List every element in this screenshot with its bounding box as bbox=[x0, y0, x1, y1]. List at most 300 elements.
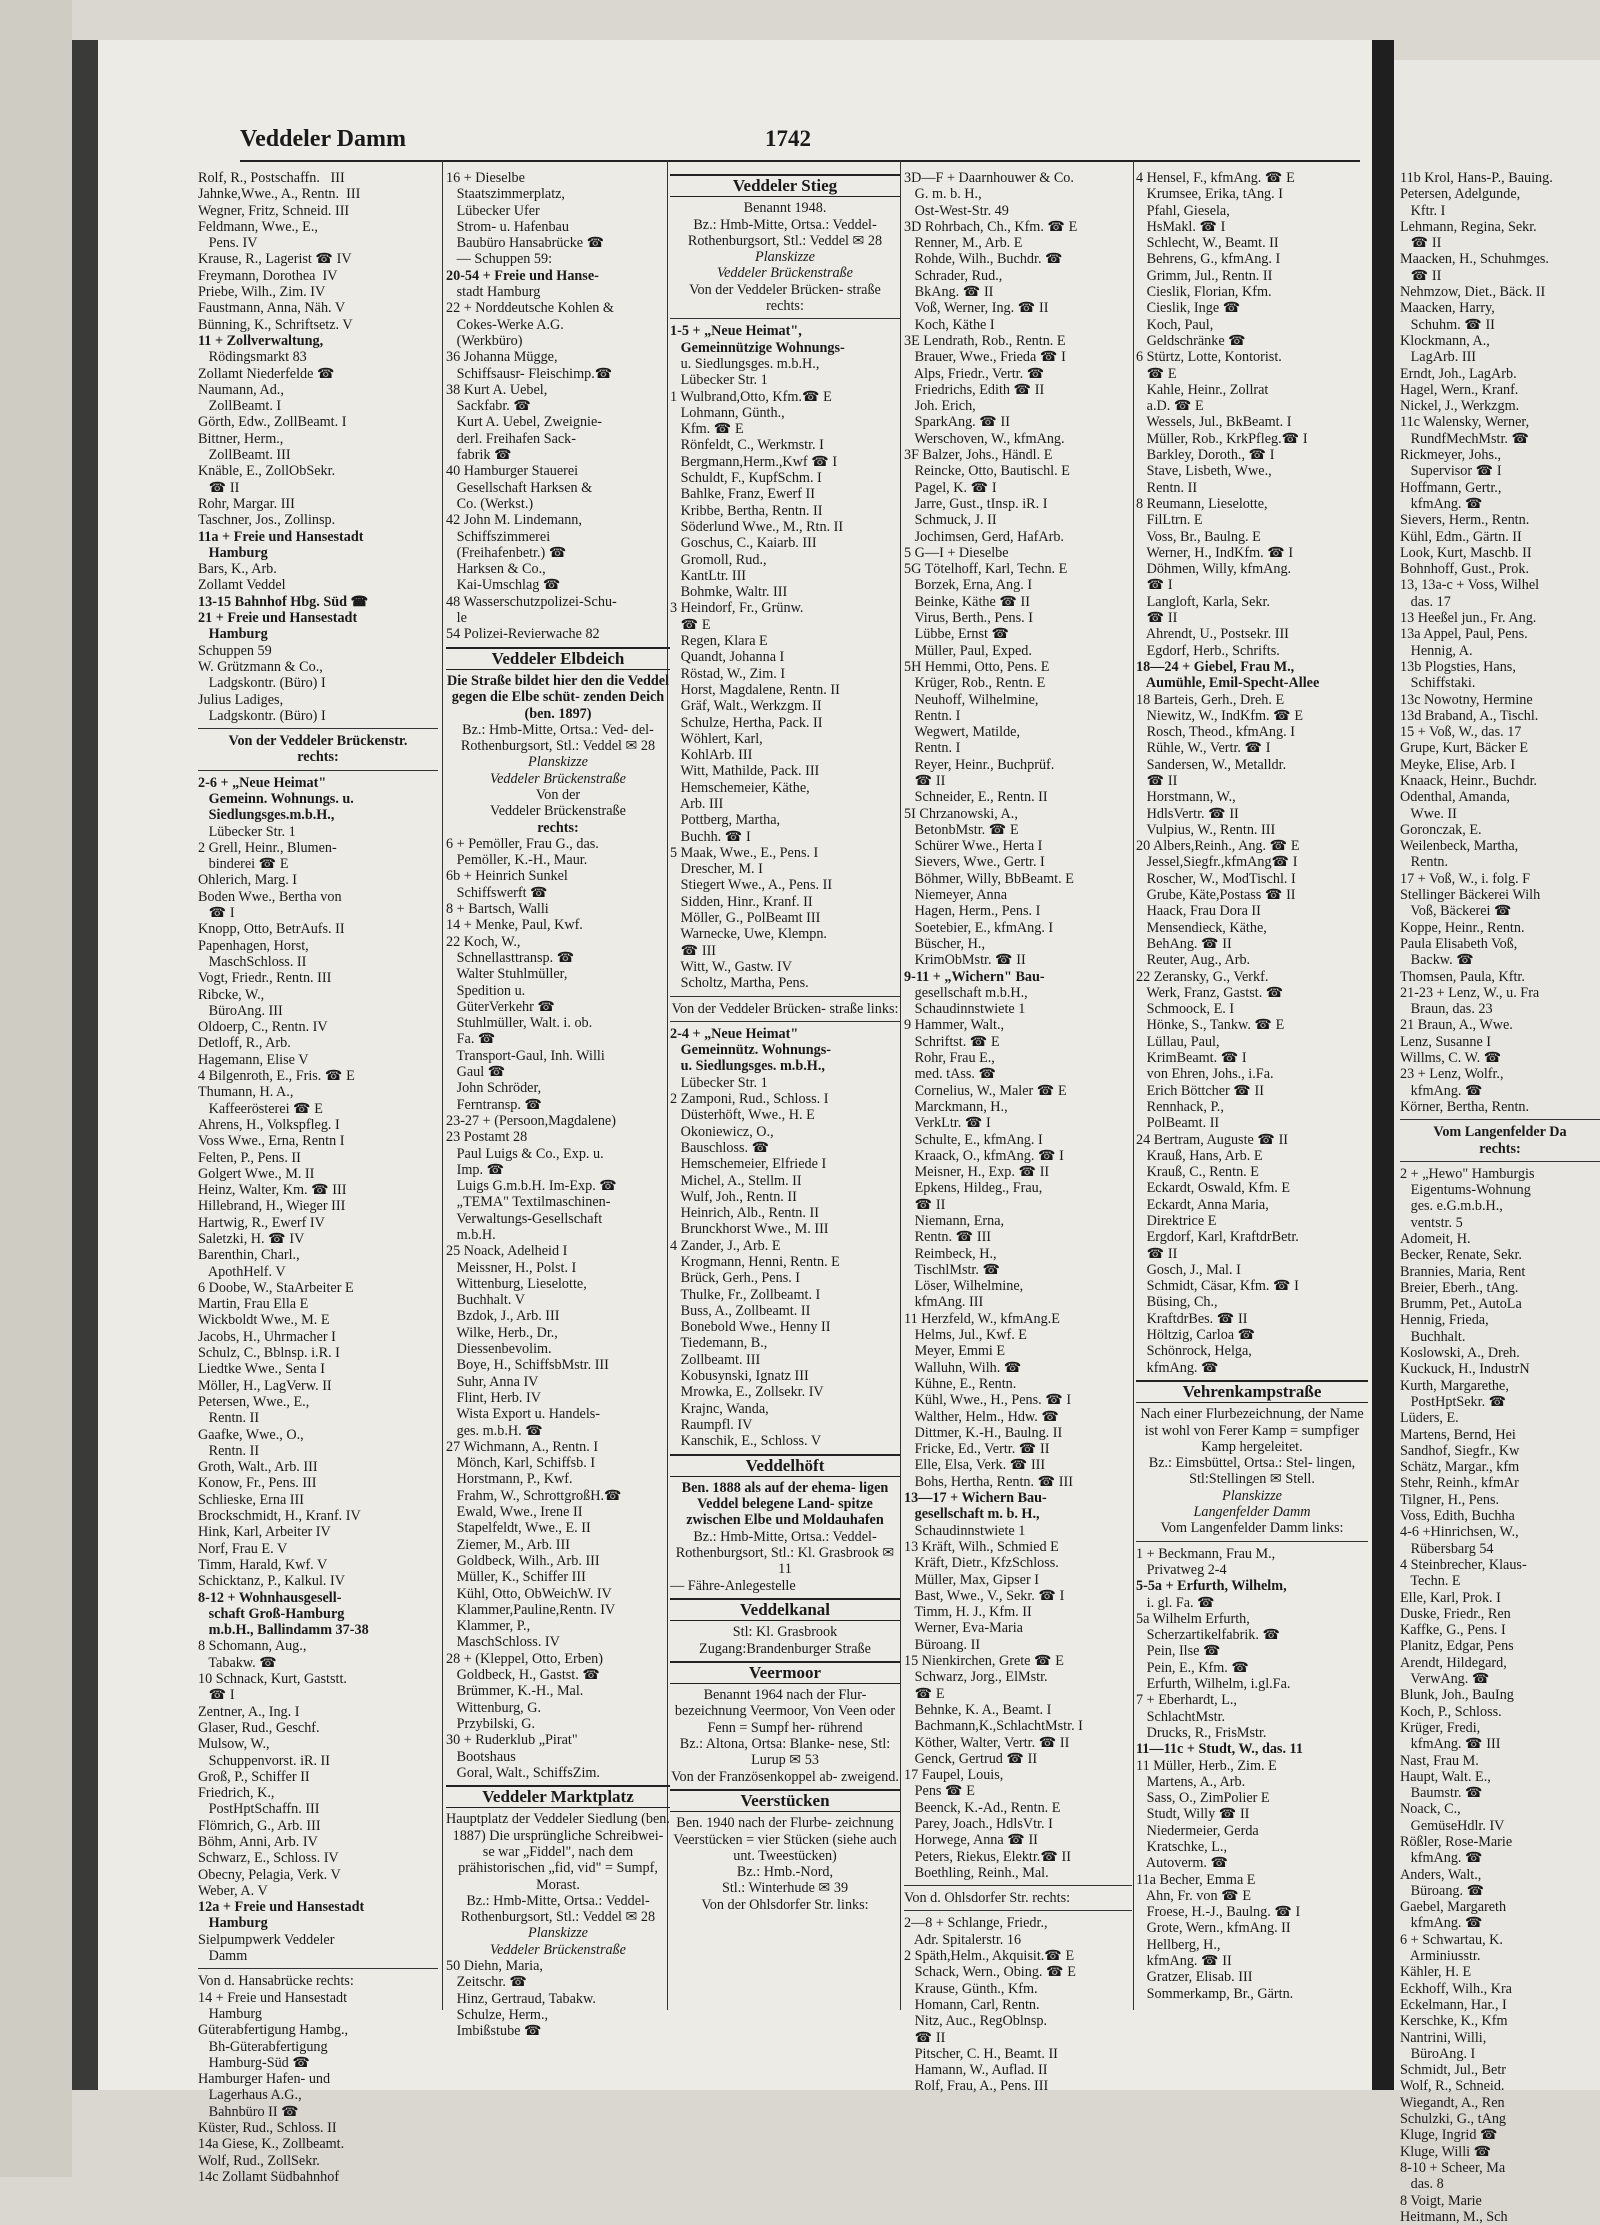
directory-entry: Heinrich, Alb., Rentn. II bbox=[670, 1205, 819, 1222]
directory-entry: Gaebel, Margareth bbox=[1400, 1899, 1507, 1916]
directory-entry: 9-11 + „Wichern" Bau- bbox=[904, 968, 1045, 985]
directory-entry: Sievers, Wwe., Gertr. I bbox=[904, 854, 1045, 871]
directory-entry: Autoverm. ☎ bbox=[1136, 1855, 1229, 1872]
directory-entry: 2—8 + Schlange, Friedr., bbox=[904, 1915, 1048, 1932]
directory-entry: 5-5a + Erfurth, Wilhelm, bbox=[1136, 1578, 1287, 1595]
directory-entry: Schätz, Margar., kfm bbox=[1400, 1459, 1520, 1476]
directory-entry: Bzdok, J., Arb. III bbox=[446, 1308, 560, 1325]
directory-column-5 bbox=[1136, 170, 1368, 2030]
directory-entry: Voss, Edith, Buchha bbox=[1400, 1508, 1515, 1525]
directory-entry: Elle, Karl, Prok. I bbox=[1400, 1589, 1501, 1606]
directory-entry: ☎ I bbox=[198, 1687, 235, 1704]
directory-entry: Cieslik, Inge ☎ bbox=[1136, 300, 1241, 317]
directory-entry: Schrader, Rud., bbox=[904, 267, 1003, 284]
directory-entry: BkAng. ☎ II bbox=[904, 284, 994, 301]
directory-entry: Rickmeyer, Johs., bbox=[1400, 447, 1502, 464]
directory-entry: Krause, R., Lagerist ☎ IV bbox=[198, 251, 352, 268]
directory-entry: 24 Bertram, Auguste ☎ II bbox=[1136, 1131, 1289, 1148]
directory-entry: Schuldt, F., KupfSchm. I bbox=[670, 470, 822, 487]
directory-entry: Langenfelder Damm bbox=[1193, 1504, 1311, 1521]
directory-entry: Ewald, Wwe., Irene II bbox=[446, 1504, 583, 1521]
directory-entry: Lübecker Ufer bbox=[446, 202, 540, 219]
directory-entry: Langloft, Karla, Sekr. bbox=[1136, 593, 1270, 610]
directory-entry: — Fähre-Anlegestelle bbox=[670, 1577, 796, 1594]
directory-entry: 8 Reumann, Lieselotte, bbox=[1136, 495, 1268, 512]
directory-entry: 14c Zollamt Südbahnhof bbox=[198, 2168, 340, 2185]
directory-entry: Meyer, Emmi E bbox=[904, 1343, 1006, 1360]
street-heading: Veddeler Elbdeich bbox=[446, 647, 670, 670]
directory-entry: 5a Wilhelm Erfurth, bbox=[1136, 1610, 1250, 1627]
directory-entry: G. m. b. H., bbox=[904, 186, 982, 203]
directory-entry: Liedtke Wwe., Senta I bbox=[198, 1361, 325, 1378]
directory-entry: Hauptplatz der Veddeler Siedlung (ben. 1887) Die ursprüngliche Schreibwei- se war „Fiddel", nach dem prähistorischen „fid, vid" = Sumpf, Morast. bbox=[446, 1811, 670, 1893]
directory-entry: Grimm, Jul., Rentn. II bbox=[1136, 267, 1273, 284]
directory-entry: TischlMstr. ☎ bbox=[904, 1261, 1001, 1278]
directory-entry: Thulke, Fr., Zollbeamt. I bbox=[670, 1286, 821, 1303]
directory-entry: Kühne, E., Rentn. bbox=[904, 1375, 1017, 1392]
directory-entry: Schmuck, J. II bbox=[904, 512, 997, 529]
directory-entry: 1 Wulbrand,Otto, Kfm.☎ E bbox=[670, 388, 832, 405]
section-rule bbox=[198, 1968, 438, 1969]
directory-entry: Büscher, H., bbox=[904, 935, 985, 952]
directory-entry: Bahlke, Franz, Ewerf II bbox=[670, 486, 815, 503]
directory-entry: Felten, P., Pens. II bbox=[198, 1149, 301, 1166]
directory-entry: Bz.: Hmb-Mitte, Ortsa.: Veddel-Rothenburgsort, Stl.: Kl. Grasbrook ✉ 11 bbox=[675, 1528, 895, 1578]
directory-entry: das. 17 bbox=[1400, 593, 1451, 610]
directory-entry: 13c Nowotny, Hermine bbox=[1400, 691, 1533, 708]
directory-entry: Baumstr. ☎ bbox=[1400, 1785, 1483, 1802]
directory-entry: Bz.: Hmb-Mitte, Ortsa.: Veddel-Rothenburgsort, Stl.: Veddel ✉ 28 bbox=[687, 216, 883, 249]
directory-entry: Rübersbarg 54 bbox=[1400, 1540, 1494, 1557]
directory-entry: Groth, Walt., Arb. III bbox=[198, 1459, 318, 1476]
street-heading: Veddeler Marktplatz bbox=[446, 1785, 670, 1808]
directory-entry: ZollBeamt. III bbox=[198, 447, 291, 464]
directory-entry: Direktrice E bbox=[1136, 1213, 1217, 1229]
directory-entry: med. tAss. ☎ bbox=[904, 1066, 997, 1083]
directory-entry: Möller, H., LagVerw. II bbox=[198, 1377, 332, 1394]
directory-entry: Ben. 1888 als auf der ehema- ligen Veddel belegene Land- spitze zwischen Elbe und Moldauhafen bbox=[681, 1479, 889, 1529]
directory-entry: VerkLtr. ☎ I bbox=[904, 1115, 991, 1132]
directory-entry: Gromoll, Rud., bbox=[670, 551, 767, 568]
directory-entry: Kraack, O., kfmAng. ☎ I bbox=[904, 1147, 1064, 1164]
directory-entry: Köther, Walter, Vertr. ☎ II bbox=[904, 1734, 1070, 1751]
directory-entry: Backw. ☎ bbox=[1400, 952, 1474, 969]
directory-entry: Söderlund Wwe., M., Rtn. II bbox=[670, 518, 844, 535]
directory-entry: 3D—F + Daarnhouwer & Co. bbox=[904, 170, 1074, 186]
directory-entry: Schulz, C., Bblnsp. i.R. I bbox=[198, 1345, 340, 1362]
page-header bbox=[240, 124, 1360, 162]
directory-entry: Imbißstube ☎ bbox=[446, 2023, 542, 2040]
directory-entry: BetonbMstr. ☎ E bbox=[904, 821, 1019, 838]
street-heading: Veddelkanal bbox=[670, 1598, 900, 1621]
directory-entry: Pemöller, K.-H., Maur. bbox=[446, 852, 588, 869]
directory-entry: 3E Lendrath, Rob., Rentn. E bbox=[904, 332, 1066, 349]
directory-entry: 17 + Voß, W., i. folg. F bbox=[1400, 870, 1531, 887]
directory-entry: Schriftst. ☎ E bbox=[904, 1033, 1000, 1050]
directory-entry: Jarre, Gust., tInsp. iR. I bbox=[904, 495, 1048, 512]
directory-entry: Studt, Willy ☎ II bbox=[1136, 1806, 1250, 1823]
directory-entry: Schulze, Hertha, Pack. II bbox=[670, 714, 823, 731]
directory-entry: Rentn. I bbox=[904, 740, 961, 757]
directory-entry: Rohde, Wilh., Buchdr. ☎ bbox=[904, 251, 1063, 268]
directory-column-1 bbox=[198, 170, 438, 2185]
directory-entry: Bz.: Hmb.-Nord, bbox=[736, 1864, 834, 1881]
directory-entry: Cieslik, Florian, Kfm. bbox=[1136, 284, 1272, 301]
directory-entry: Flömrich, G., Arb. III bbox=[198, 1817, 321, 1834]
directory-entry: Buss, A., Zollbeamt. II bbox=[670, 1302, 811, 1319]
directory-entry: Beinke, Käthe ☎ II bbox=[904, 593, 1031, 610]
directory-entry: Reyer, Heinr., Buchprüf. bbox=[904, 756, 1055, 773]
directory-entry: 22 + Norddeutsche Kohlen & bbox=[446, 300, 614, 317]
directory-entry: u. Siedlungsges. m.b.H., bbox=[670, 355, 820, 372]
directory-entry: GemüseHdlr. IV bbox=[1400, 1817, 1505, 1834]
directory-entry: 15 + Voß, W., das. 17 bbox=[1400, 724, 1522, 741]
directory-entry: Planitz, Edgar, Pens bbox=[1400, 1638, 1514, 1655]
directory-entry: Werk, Franz, Gastst. ☎ bbox=[1136, 984, 1284, 1001]
directory-entry: Schiffsausr- Fleischimp.☎ bbox=[446, 365, 613, 382]
directory-entry: 4-6 +Hinrichsen, W., bbox=[1400, 1524, 1519, 1541]
directory-entry: (Werkbüro) bbox=[446, 332, 523, 349]
directory-entry: Hönke, S., Tankw. ☎ E bbox=[1136, 1017, 1285, 1034]
directory-entry: Scherzartikelfabrik. ☎ bbox=[1136, 1627, 1281, 1644]
directory-entry: Klammer,Pauline,Rentn. IV bbox=[446, 1601, 616, 1618]
directory-entry: Kahle, Heinr., Zollrat bbox=[1136, 381, 1269, 398]
directory-entry: Sievers, Herm., Rentn. bbox=[1400, 512, 1530, 529]
directory-entry: Okoniewicz, O., bbox=[670, 1123, 774, 1140]
directory-entry: Kribbe, Bertha, Rentn. II bbox=[670, 502, 823, 519]
directory-entry: Reincke, Otto, Bautischl. E bbox=[904, 463, 1070, 480]
directory-entry: 48 Wasserschutzpolizei-Schu- bbox=[446, 593, 617, 610]
directory-entry: Reuter, Aug., Arb. bbox=[1136, 952, 1251, 969]
directory-entry: a.D. ☎ E bbox=[1136, 398, 1204, 415]
directory-entry: 11 + Zollverwaltung, bbox=[198, 332, 324, 349]
directory-entry: Bast, Wwe., V., Sekr. ☎ I bbox=[904, 1587, 1065, 1604]
directory-entry: KrimObMstr. ☎ II bbox=[904, 952, 1026, 969]
directory-entry: Schmidt, Jul., Betr bbox=[1400, 2062, 1507, 2079]
directory-entry: rechts: bbox=[297, 749, 339, 766]
directory-entry: MaschSchloss. IV bbox=[446, 1634, 560, 1651]
directory-entry: Martin, Frau Ella E bbox=[198, 1296, 309, 1313]
directory-entry: Anders, Walt., bbox=[1400, 1866, 1482, 1883]
directory-entry: ZollBeamt. I bbox=[198, 398, 282, 415]
directory-entry: Planskizze bbox=[755, 249, 815, 266]
directory-entry: Bahnbüro II ☎ bbox=[198, 2103, 299, 2120]
directory-entry: Hellberg, H., bbox=[1136, 1936, 1221, 1953]
directory-entry: Stiegert Wwe., A., Pens. II bbox=[670, 877, 833, 894]
directory-entry: Eigentums-Wohnung bbox=[1400, 1182, 1531, 1199]
directory-entry: Bz.: Altona, Ortsa: Blanke- nese, Stl: Lurup ✉ 53 bbox=[679, 1736, 891, 1769]
directory-entry: 14 + Freie und Hansestadt bbox=[198, 1989, 348, 2006]
directory-entry: Schiffszimmerei bbox=[446, 528, 551, 545]
directory-column-4 bbox=[904, 170, 1132, 2095]
directory-entry: Walluhn, Wilh. ☎ bbox=[904, 1359, 1022, 1376]
directory-entry: Boethling, Reinh., Mal. bbox=[904, 1864, 1049, 1881]
directory-entry: Bz.: Eimsbüttel, Ortsa.: Stel- lingen, Stl:Stellingen ✉ Stell. bbox=[1148, 1455, 1356, 1488]
directory-entry: 5 Maak, Wwe., E., Pens. I bbox=[670, 844, 819, 861]
directory-entry: Wolf, R., Schneid. bbox=[1400, 2078, 1505, 2095]
directory-entry: Soetebier, E., kfmAng. I bbox=[904, 919, 1054, 936]
directory-entry: Rentn. II bbox=[198, 1410, 260, 1427]
directory-entry: Taschner, Jos., Zollinsp. bbox=[198, 512, 336, 529]
column-rule bbox=[900, 160, 901, 2010]
directory-entry: Raumpfl. IV bbox=[670, 1416, 753, 1433]
directory-entry: Müller, K., Schiffer III bbox=[446, 1569, 586, 1586]
directory-entry: Von der Veddeler Brücken- straße links: bbox=[671, 1000, 899, 1017]
directory-entry: Parey, Joach., HdlsVtr. I bbox=[904, 1815, 1053, 1832]
directory-entry: Przybilski, G. bbox=[446, 1715, 536, 1732]
directory-entry: 36 Johanna Mügge, bbox=[446, 349, 558, 366]
directory-entry: Koppe, Heinr., Rentn. bbox=[1400, 919, 1525, 936]
directory-entry: Mrowka, E., Zollsekr. IV bbox=[670, 1384, 824, 1401]
directory-entry: Marckmann, H., bbox=[904, 1098, 1008, 1115]
directory-entry: Goral, Walt., SchiffsZim. bbox=[446, 1764, 600, 1781]
directory-entry: Eckardt, Oswald, Kfm. E bbox=[1136, 1180, 1291, 1197]
directory-entry: Homann, Carl, Rentn. bbox=[904, 1996, 1040, 2013]
directory-entry: stadt Hamburg bbox=[446, 284, 541, 301]
directory-entry: ☎ II bbox=[1400, 235, 1442, 252]
directory-entry: Kluge, Ingrid ☎ bbox=[1400, 2127, 1498, 2144]
directory-entry: ventstr. 5 bbox=[1400, 1214, 1463, 1231]
directory-entry: VerwAng. ☎ bbox=[1400, 1671, 1490, 1688]
directory-entry: Büroang. ☎ bbox=[1400, 1882, 1485, 1899]
directory-entry: 5 G—I + Dieselbe bbox=[904, 544, 1009, 561]
directory-entry: Schmoock, E. I bbox=[1136, 1001, 1235, 1018]
directory-entry: Ergdorf, Karl, KraftdrBetr. bbox=[1136, 1229, 1299, 1246]
directory-entry: Ahrendt, U., Postsekr. III bbox=[1136, 626, 1289, 643]
section-rule bbox=[1400, 1161, 1600, 1162]
directory-entry: Grote, Wern., kfmAng. II bbox=[1136, 1920, 1291, 1937]
directory-entry: Paula Elisabeth Voß, bbox=[1400, 935, 1518, 952]
column-rule bbox=[442, 160, 443, 2010]
directory-entry: u. Siedlungsges. m.b.H., bbox=[670, 1058, 825, 1075]
directory-entry: Bh-Güterabfertigung bbox=[198, 2038, 328, 2055]
directory-entry: Schwarz, E., Schloss. IV bbox=[198, 1850, 339, 1867]
directory-entry: Krogmann, Henni, Rentn. E bbox=[670, 1254, 840, 1270]
directory-entry: KraftdrBes. ☎ II bbox=[1136, 1310, 1248, 1327]
directory-entry: „TEMA" Textilmaschinen- bbox=[446, 1194, 611, 1211]
book-gutter bbox=[1372, 40, 1394, 2090]
directory-entry: Regen, Klara E bbox=[670, 633, 768, 650]
directory-entry: Behnke, K. A., Beamt. I bbox=[904, 1701, 1052, 1718]
directory-entry: Tilgner, H., Pens. bbox=[1400, 1491, 1500, 1508]
directory-entry: Erfurth, Wilhelm, i.gl.Fa. bbox=[1136, 1676, 1291, 1693]
directory-entry: Ladgskontr. (Büro) I bbox=[198, 707, 326, 724]
directory-entry: Timm, Harald, Kwf. V bbox=[198, 1556, 328, 1573]
directory-entry: kfmAng. ☎ II bbox=[1136, 1953, 1232, 1970]
directory-entry: Küster, Rud., Schloss. II bbox=[198, 2120, 337, 2137]
directory-entry: Thomsen, Paula, Kftr. bbox=[1400, 968, 1525, 985]
directory-entry: Oldoerp, C., Rentn. IV bbox=[198, 1019, 328, 1036]
directory-entry: 3D Rohrbach, Ch., Kfm. ☎ E bbox=[904, 218, 1078, 235]
page-edge-shadow bbox=[72, 40, 98, 2090]
directory-entry: Mönch, Karl, Schiffsb. I bbox=[446, 1455, 596, 1472]
directory-entry: Rohr, Margar. III bbox=[198, 495, 295, 512]
directory-entry: Norf, Frau E. V bbox=[198, 1540, 288, 1557]
section-rule bbox=[198, 770, 438, 771]
directory-entry: Wegner, Fritz, Schneid. III bbox=[198, 202, 350, 219]
directory-entry: Brauer, Wwe., Frieda ☎ I bbox=[904, 349, 1066, 366]
directory-entry: 10 Schnack, Kurt, Gaststt. bbox=[198, 1671, 347, 1688]
directory-entry: Virus, Berth., Pens. I bbox=[904, 610, 1033, 627]
directory-entry: 18—24 + Giebel, Frau M., bbox=[1136, 658, 1295, 675]
directory-entry: 2 + „Hewo" Hamburgis bbox=[1400, 1165, 1535, 1182]
directory-entry: Weber, A. V bbox=[198, 1882, 268, 1899]
section-rule bbox=[904, 1885, 1132, 1886]
directory-entry: Bonebold Wwe., Henny II bbox=[670, 1319, 831, 1336]
directory-entry: Luigs G.m.b.H. Im-Exp. ☎ bbox=[446, 1178, 617, 1195]
directory-entry: 11—11c + Studt, W., das. 11 bbox=[1136, 1741, 1303, 1758]
directory-entry: 30 + Ruderklub „Pirat" bbox=[446, 1732, 578, 1749]
directory-entry: fabrik ☎ bbox=[446, 447, 512, 464]
directory-entry: Pottberg, Martha, bbox=[670, 812, 781, 829]
directory-entry: Tiedemann, B., bbox=[670, 1335, 768, 1352]
directory-entry: Werschoven, W., kfmAng. bbox=[904, 430, 1065, 447]
directory-entry: Drucks, R., FrisMstr. bbox=[1136, 1724, 1267, 1741]
directory-entry: Reimbeck, H., bbox=[904, 1245, 997, 1262]
directory-entry: Pagel, K. ☎ I bbox=[904, 479, 997, 496]
directory-entry: Lübecker Str. 1 bbox=[670, 1074, 768, 1091]
directory-entry: ges. m.b.H. ☎ bbox=[446, 1422, 543, 1439]
directory-entry: ApothHelf. V bbox=[198, 1263, 286, 1280]
directory-entry: Witt, Mathilde, Pack. III bbox=[670, 763, 820, 780]
directory-entry: Horstmann, P., Kwf. bbox=[446, 1471, 573, 1488]
directory-entry: Naumann, Ad., bbox=[198, 381, 284, 398]
directory-entry: Papenhagen, Horst, bbox=[198, 937, 309, 954]
directory-entry: Co. (Werkst.) bbox=[446, 495, 534, 512]
directory-entry: Rentn. ☎ III bbox=[904, 1229, 992, 1246]
directory-entry: ☎ I bbox=[198, 905, 235, 922]
directory-entry: GüterVerkehr ☎ bbox=[446, 998, 556, 1015]
directory-entry: Von der Veddeler Brückenstr. bbox=[228, 733, 408, 750]
directory-entry: Petersen, Wwe., E., bbox=[198, 1393, 310, 1410]
directory-entry: Lübecker Str. 1 bbox=[198, 823, 296, 840]
directory-entry: Büsing, Ch., bbox=[1136, 1294, 1218, 1311]
directory-entry: RundfMechMstr. ☎ bbox=[1400, 430, 1530, 447]
directory-entry: Stellinger Bäckerei Wilh bbox=[1400, 887, 1541, 904]
directory-entry: Staatszimmerplatz, bbox=[446, 186, 565, 203]
directory-entry: Warnecke, Uwe, Klempn. bbox=[670, 926, 827, 943]
directory-entry: Sommerkamp, Br., Gärtn. bbox=[1136, 1985, 1294, 2002]
directory-entry: 6b + Heinrich Sunkel bbox=[446, 868, 568, 885]
directory-entry: Goschus, C., Kaiarb. III bbox=[670, 535, 817, 552]
directory-entry: Vom Langenfelder Damm links: bbox=[1160, 1520, 1344, 1537]
directory-entry: Knaack, Heinr., Buchdr. bbox=[1400, 772, 1538, 789]
directory-entry: Obecny, Pelagia, Verk. V bbox=[198, 1866, 341, 1883]
directory-column-2 bbox=[446, 170, 670, 2040]
directory-entry: Böhm, Anni, Arb. IV bbox=[198, 1833, 318, 1850]
directory-entry: Röstad, W., Zim. I bbox=[670, 665, 786, 682]
directory-entry: Ahn, Fr. von ☎ E bbox=[1136, 1887, 1252, 1904]
directory-entry: Ben. 1940 nach der Flurbe- zeichnung Veerstücken = vier Stücken (siehe auch unt. Tweestücken) bbox=[673, 1815, 897, 1864]
directory-entry: Döhmen, Willy, kfmAng. bbox=[1136, 561, 1292, 578]
directory-entry: schaft Groß-Hamburg bbox=[198, 1605, 345, 1622]
directory-entry: Zugang:Brandenburger Straße bbox=[699, 1640, 871, 1657]
directory-entry: Elle, Elsa, Verk. ☎ III bbox=[904, 1457, 1046, 1474]
directory-entry: Eckhoff, Wilh., Kra bbox=[1400, 1980, 1512, 1997]
directory-entry: Bauschloss. ☎ bbox=[670, 1139, 770, 1156]
directory-entry: Siedlungsges.m.b.H., bbox=[198, 807, 335, 824]
directory-entry: Cornelius, W., Maler ☎ E bbox=[904, 1082, 1067, 1099]
directory-entry: Bohnhoff, Gust., Prok. bbox=[1400, 561, 1530, 578]
directory-entry: Stl.: Winterhude ✉ 39 bbox=[721, 1880, 849, 1897]
directory-entry: Willms, C. W. ☎ bbox=[1400, 1050, 1502, 1067]
directory-entry: Strom- u. Hafenbau bbox=[446, 218, 569, 235]
directory-entry: Hemschemeier, Elfriede I bbox=[670, 1156, 827, 1173]
directory-entry: Veddeler Brückenstraße bbox=[490, 1941, 626, 1958]
directory-entry: Planskizze bbox=[528, 1925, 588, 1942]
directory-entry: Pens ☎ E bbox=[904, 1783, 975, 1800]
directory-entry: 38 Kurt A. Uebel, bbox=[446, 381, 548, 398]
directory-entry: Zollamt Niederfelde ☎ bbox=[198, 365, 335, 382]
directory-entry: Gemeinnützige Wohnungs- bbox=[670, 339, 845, 356]
directory-entry: Schuppenvorst. iR. II bbox=[198, 1752, 331, 1769]
directory-entry: 50 Diehn, Maria, bbox=[446, 1958, 543, 1975]
directory-entry: Vom Langenfelder Da bbox=[1433, 1124, 1567, 1141]
directory-entry: Wulf, Joh., Rentn. II bbox=[670, 1188, 797, 1205]
directory-entry: Tabakw. ☎ bbox=[198, 1654, 277, 1671]
directory-entry: Lüders, E. bbox=[1400, 1410, 1459, 1427]
directory-entry: 21 Braun, A., Wwe. bbox=[1400, 1017, 1513, 1034]
directory-entry: Planskizze bbox=[528, 754, 588, 771]
directory-entry: Düsterhöft, Wwe., H. E bbox=[670, 1107, 815, 1124]
section-rule bbox=[1136, 1541, 1368, 1542]
directory-entry: Müller, Rob., KrkPfleg.☎ I bbox=[1136, 430, 1308, 447]
directory-entry: Veddeler Brückenstraße bbox=[490, 803, 626, 820]
directory-entry: Benannt 1948. bbox=[743, 200, 827, 217]
directory-entry: Goldbeck, Wilh., Arb. III bbox=[446, 1552, 600, 1569]
directory-entry: kfmAng. ☎ III bbox=[1400, 1736, 1501, 1753]
directory-entry: Epkens, Hildeg., Frau, bbox=[904, 1180, 1043, 1197]
directory-entry: Genck, Gertrud ☎ II bbox=[904, 1750, 1038, 1767]
directory-entry: 6 Stürtz, Lotte, Kontorist. bbox=[1136, 349, 1282, 366]
directory-entry: kfmAng. ☎ bbox=[1136, 1359, 1219, 1376]
directory-entry: Sass, O., ZimPolier E bbox=[1136, 1790, 1270, 1807]
directory-entry: PolBeamt. II bbox=[1136, 1115, 1220, 1132]
directory-entry: Thumann, H. A., bbox=[198, 1084, 294, 1101]
directory-entry: Müller, Max, Gipser I bbox=[904, 1571, 1039, 1588]
directory-entry: Wessels, Jul., BkBeamt. I bbox=[1136, 414, 1292, 431]
directory-entry: Krumsee, Erika, tAng. I bbox=[1136, 186, 1283, 203]
directory-entry: Fricke, Ed., Vertr. ☎ II bbox=[904, 1441, 1050, 1458]
directory-entry: 3 Heindorf, Fr., Grünw. bbox=[670, 600, 804, 617]
directory-entry: 20 Albers,Reinh., Ang. ☎ E bbox=[1136, 838, 1300, 855]
directory-entry: Breier, Eberh., tAng. bbox=[1400, 1279, 1519, 1296]
directory-entry: Hamburger Hafen- und bbox=[198, 2071, 331, 2088]
directory-entry: Hoffmann, Gertr., bbox=[1400, 479, 1502, 496]
directory-entry: Quandt, Johanna I bbox=[670, 649, 785, 666]
directory-entry: Voß, Bäckerei ☎ bbox=[1400, 903, 1512, 920]
directory-entry: Erich Böttcher ☎ II bbox=[1136, 1082, 1264, 1099]
directory-entry: Rönfeldt, C., Werkmstr. I bbox=[670, 437, 824, 454]
directory-entry: Ziemer, M., Arb. III bbox=[446, 1536, 570, 1553]
directory-entry: Drescher, M. I bbox=[670, 861, 763, 878]
directory-entry: Grupe, Kurt, Bäcker E bbox=[1400, 740, 1529, 757]
directory-entry: Zollamt Veddel bbox=[198, 577, 286, 594]
directory-entry: Benannt 1964 nach der Flur- bezeichnung Veermoor, Von Veen oder Fenn = Sumpf her- rührend bbox=[674, 1687, 896, 1736]
directory-entry: 17 Faupel, Louis, bbox=[904, 1767, 1004, 1784]
directory-entry: 4 Steinbrecher, Klaus- bbox=[1400, 1556, 1527, 1573]
directory-entry: Buchhalt. V bbox=[446, 1292, 525, 1309]
street-heading: Veerstücken bbox=[670, 1789, 900, 1812]
directory-entry: Müller, Paul, Exped. bbox=[904, 642, 1032, 659]
directory-entry: kfmAng. ☎ bbox=[1400, 495, 1483, 512]
section-rule bbox=[198, 728, 438, 729]
directory-entry: kfmAng. ☎ bbox=[1400, 1082, 1483, 1099]
directory-entry: 15 Nienkirchen, Grete ☎ E bbox=[904, 1653, 1064, 1670]
directory-entry: Sidden, Hinr., Kranf. II bbox=[670, 893, 813, 910]
directory-entry: Koch, Käthe I bbox=[904, 316, 995, 333]
directory-entry: Krauß, Hans, Arb. E bbox=[1136, 1147, 1263, 1164]
